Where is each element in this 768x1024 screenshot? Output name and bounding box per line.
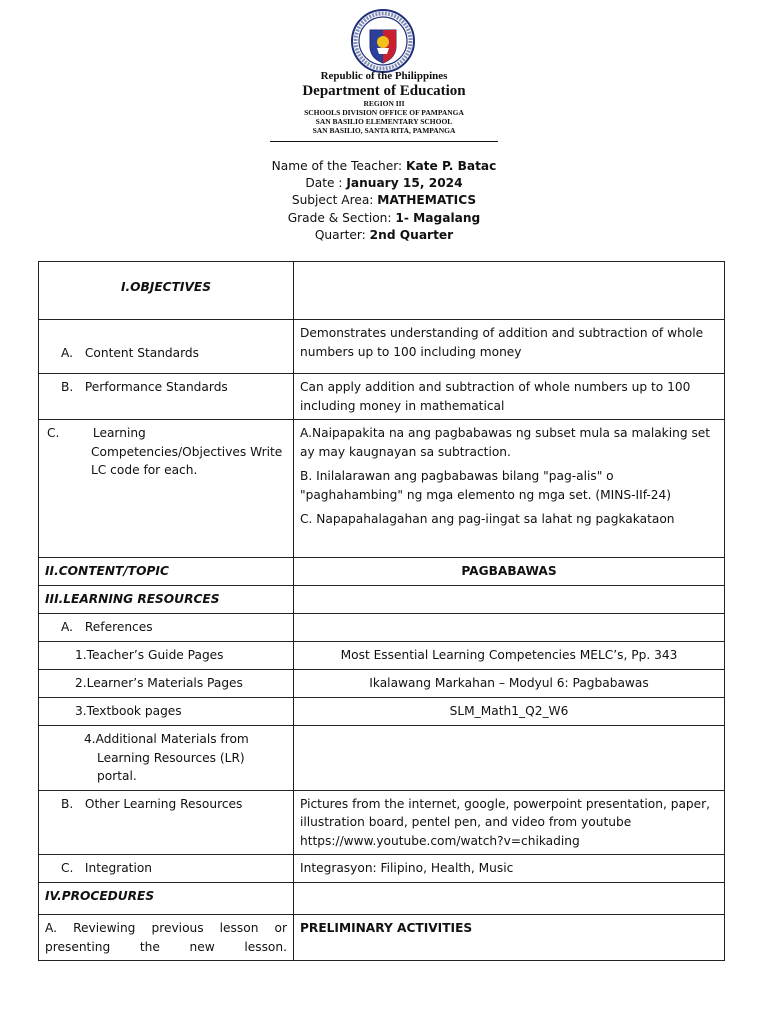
table-row [39,698,725,726]
header-department: Department of Education [302,83,466,99]
learning-resources-heading: III.LEARNING RESOURCES [39,586,294,614]
procedures-heading: IV.PROCEDURES [39,883,294,915]
header-division: SCHOOLS DIVISION OFFICE OF PAMPANGA [304,108,464,117]
add-num: 4. [84,732,96,746]
grade-line [0,210,768,227]
performance-standards-value: Can apply addition and subtraction of whole numbers up to 100 including money in mathematical [294,374,725,420]
date-line [0,175,768,192]
header-school: SAN BASILIO ELEMENTARY SCHOOL [315,117,453,126]
references-label: References [84,620,153,634]
table-row [39,855,725,883]
content-topic-value: PAGBABAWAS [294,558,725,586]
competencies-letter: C. [47,426,60,440]
teacher-line [0,158,768,175]
lm-value: Ikalawang Markahan – Modyul 6: Pagbabawas [294,670,725,698]
tb-value: SLM_Math1_Q2_W6 [294,698,725,726]
performance-standards-letter: B. [61,380,74,394]
performance-standards-label: Performance Standards [84,380,228,394]
header-rule [270,141,498,142]
integration-label: Integration [84,861,153,875]
subject-value: MATHEMATICS [377,193,477,208]
tg-value: Most Essential Learning Competencies MELC’s, Pp. 343 [294,642,725,670]
integration-letter: C. [61,861,74,875]
tg-num: 1. [75,648,87,662]
table-row [39,586,725,614]
subject-label: Subject Area: [291,193,378,208]
competencies-label: Learning Competencies/Objectives Write LC code for each. [91,426,283,477]
table-row [39,320,725,374]
lm-num: 2. [75,676,87,690]
header-address: SAN BASILIO, SANTA RITA, PAMPANGA [312,126,456,135]
tb-label: Textbook pages [86,704,182,718]
table-row [39,614,725,642]
table-row [39,883,725,915]
add-label: Additional Materials from Learning Resources (LR) portal. [95,732,249,783]
competency-c: C. Napapahalagahan ang pag-iingat sa lahat ng pagkakataon [300,512,675,526]
lesson-plan-table [38,261,725,961]
grade-value: 1- Magalang [395,210,481,225]
objectives-heading: I.OBJECTIVES [39,262,294,320]
deped-seal-icon [350,8,416,74]
other-label: Other Learning Resources [84,796,243,811]
table-row [39,642,725,670]
table-row [39,558,725,586]
competencies-value [294,420,725,558]
date-value: January 15, 2024 [346,176,463,191]
competency-a: A.Naipapakita na ang pagbabawas ng subset mula sa malaking set ay may kaugnayan sa subtraction. [300,426,711,459]
table-row [39,670,725,698]
table-row [39,262,725,320]
other-letter: B. [61,796,74,811]
integration-value: Integrasyon: Filipino, Health, Music [294,855,725,883]
date-label: Date : [305,176,347,191]
table-row [39,374,725,420]
tg-label: Teacher’s Guide Pages [86,648,224,662]
tb-num: 3. [75,704,87,718]
competency-b: B. Inilalarawan ang pagbabawas bilang "pag-alis" o "paghahambing" ng mga elemento ng mga set. (MINS-IIf-24) [300,469,671,502]
table-row [39,915,725,961]
lesson-info [0,158,768,244]
table-row [39,420,725,558]
content-standards-letter: A. [61,346,73,360]
content-standards-value: Demonstrates understanding of addition and subtraction of whole numbers up to 100 including money [294,320,725,374]
quarter-value: 2nd Quarter [369,227,454,242]
other-value: Pictures from the internet, google, powerpoint presentation, paper, illustration board, pentel pen, and video from youtube https://www.youtube.com/watch?v=chikading [294,790,725,855]
subject-line [0,192,768,209]
reviewing-label: A. Reviewing previous lesson or presenting the new lesson. [39,915,294,961]
quarter-line [0,227,768,244]
lm-label: Learner’s Materials Pages [86,676,243,690]
reviewing-value: PRELIMINARY ACTIVITIES [294,915,725,961]
table-row [39,726,725,791]
teacher-value: Kate P. Batac [406,159,497,173]
grade-label: Grade & Section: [287,210,396,225]
header-republic: Republic of the Philippines [320,70,448,82]
quarter-label: Quarter: [314,227,370,242]
teacher-label: Name of the Teacher: [271,159,406,173]
content-standards-label: Content Standards [84,346,200,360]
references-letter: A. [61,620,73,634]
table-row [39,790,725,855]
content-topic-heading: II.CONTENT/TOPIC [39,558,294,586]
header-region: REGION III [363,99,405,108]
